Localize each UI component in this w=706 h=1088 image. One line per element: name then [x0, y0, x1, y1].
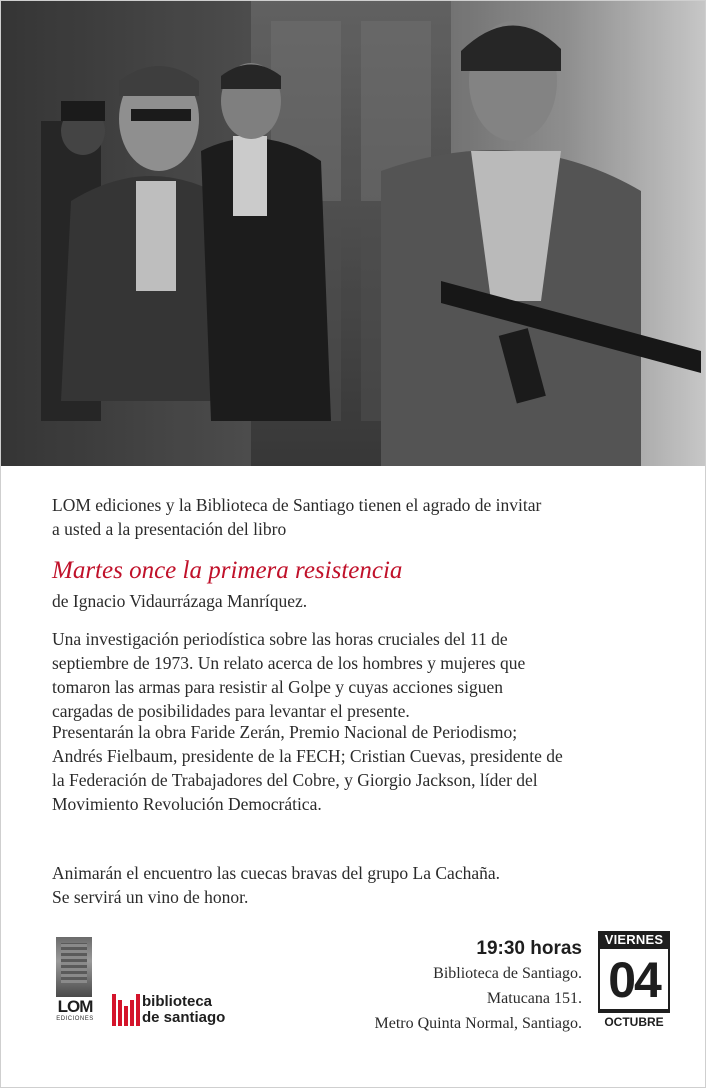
- historic-photo: [1, 1, 705, 466]
- lom-logo: [52, 937, 98, 1027]
- intro-text: [52, 493, 672, 541]
- paragraph-line: septiembre de 1973. Un relato acerca de los hombres y mujeres que: [52, 653, 526, 673]
- paragraph-line: la Federación de Trabajadores del Cobre, y Giorgio Jackson, líder del: [52, 770, 538, 790]
- paragraph-line: tomaron las armas para resistir al Golpe y cuyas acciones siguen: [52, 677, 503, 697]
- lom-book-icon: [56, 937, 92, 997]
- paragraph-line: Movimiento Revolución Democrática.: [52, 794, 322, 814]
- event-time: 19:30 horas: [476, 938, 582, 959]
- event-venue: Biblioteca de Santiago.: [433, 965, 582, 982]
- paragraph-line: Se servirá un vino de honor.: [52, 887, 249, 907]
- book-author: de Ignacio Vidaurrázaga Manríquez.: [52, 591, 308, 611]
- calendar-day: 04: [598, 949, 670, 1009]
- calendar-month: OCTUBRE: [604, 1015, 664, 1029]
- biblioteca-logo-line2: de santiago: [142, 1009, 226, 1026]
- lom-logo-subtext: EDICIONES: [56, 1016, 94, 1022]
- event-metro: Metro Quinta Normal, Santiago.: [374, 1015, 582, 1032]
- intro-line: LOM ediciones y la Biblioteca de Santiago tienen el agrado de invitar: [52, 495, 542, 515]
- paragraph-line: Una investigación periodística sobre las horas cruciales del 11 de: [52, 629, 508, 649]
- biblioteca-logo-line1: biblioteca: [142, 993, 213, 1010]
- paragraph-line: Presentarán la obra Faride Zerán, Premio Nacional de Periodismo;: [52, 722, 518, 742]
- paragraph-line: Animarán el encuentro las cuecas bravas del grupo La Cachaña.: [52, 863, 500, 883]
- closing-paragraph: [52, 861, 662, 909]
- presenters-paragraph: [52, 720, 682, 816]
- paragraph-line: cargadas de posibilidades para levantar el presente.: [52, 701, 410, 721]
- calendar-weekday: VIERNES: [598, 931, 670, 949]
- biblioteca-logo: [112, 994, 282, 1028]
- biblioteca-bars-icon: [112, 994, 142, 1026]
- event-info: [374, 936, 582, 1036]
- book-title: Martes once la primera resistencia: [52, 557, 403, 584]
- paragraph-line: Andrés Fielbaum, presidente de la FECH; Cristian Cuevas, presidente de: [52, 746, 563, 766]
- intro-line: a usted a la presentación del libro: [52, 519, 287, 539]
- event-address: Matucana 151.: [486, 990, 582, 1007]
- description-paragraph: [52, 627, 662, 723]
- calendar-badge: [598, 931, 670, 1031]
- lom-logo-text: LOM: [57, 997, 93, 1016]
